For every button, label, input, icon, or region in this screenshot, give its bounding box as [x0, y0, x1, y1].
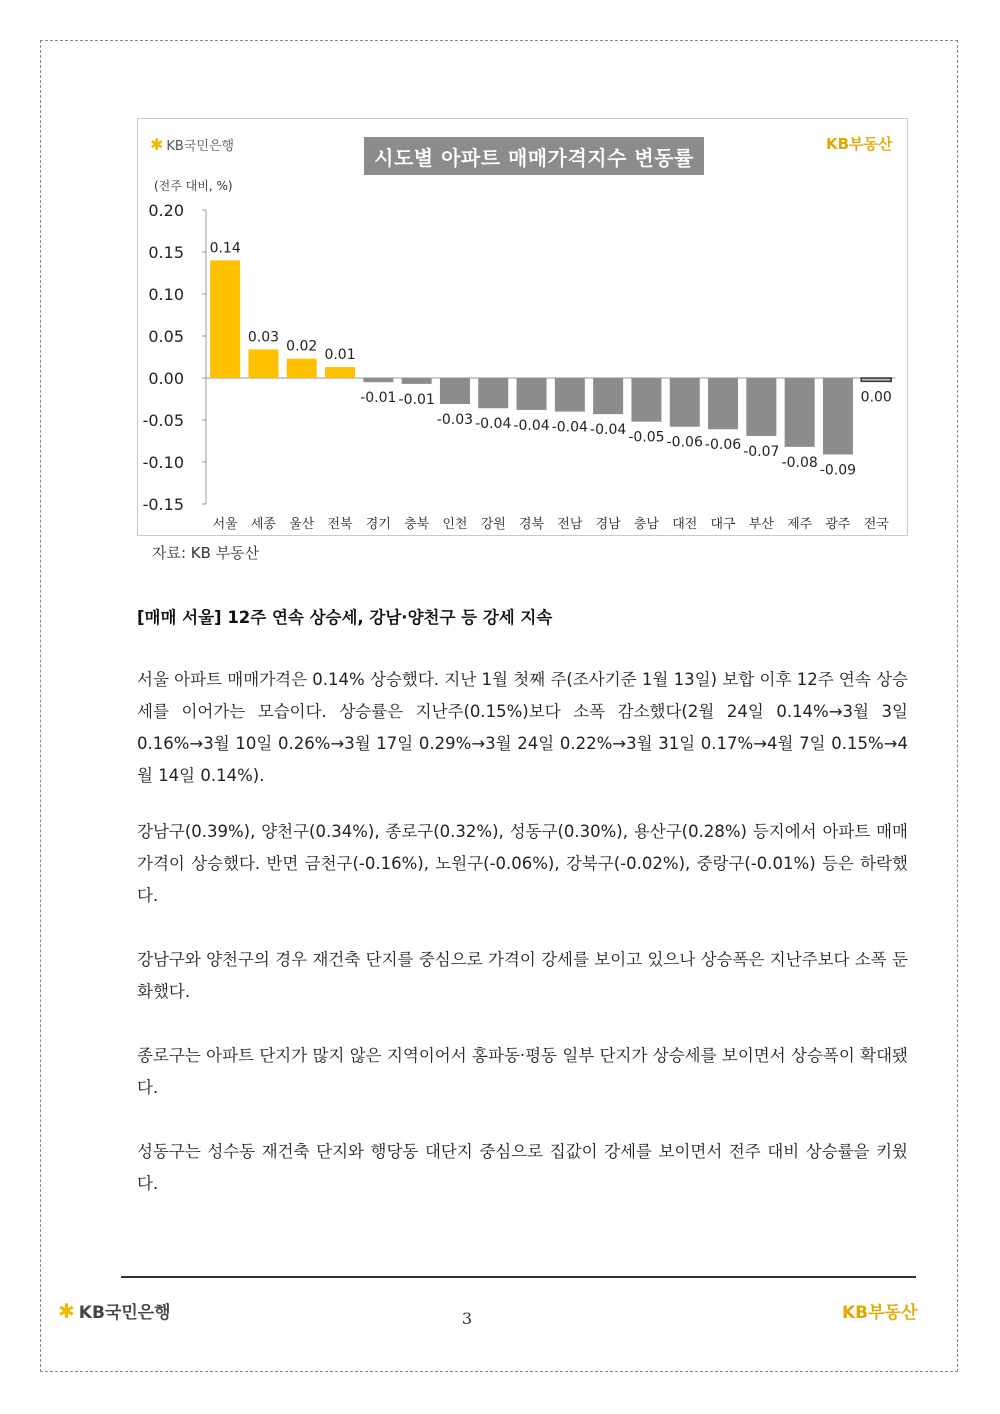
bar — [593, 378, 623, 414]
paragraph-5: 성동구는 성수동 재건축 단지와 행당동 대단지 중심으로 집값이 강세를 보이면서 전주 대비 상승률을 키웠다. — [137, 1142, 908, 1193]
chart-land-logo-text: KB부동산 — [826, 135, 893, 153]
page-number: 3 — [461, 1309, 473, 1328]
data-label: 0.03 — [247, 329, 280, 346]
bar-chart — [138, 119, 909, 537]
data-label: 0.14 — [209, 240, 241, 257]
footer-divider — [121, 1276, 916, 1278]
bar — [785, 378, 815, 447]
x-tick-label: 대구 — [710, 517, 736, 532]
data-label: -0.04 — [513, 417, 550, 434]
y-tick-label: 0.15 — [148, 243, 184, 262]
x-tick-label: 대전 — [672, 517, 698, 532]
x-tick-label: 광주 — [825, 517, 851, 532]
bar — [325, 367, 355, 378]
bar — [287, 359, 317, 378]
data-label: 0.01 — [324, 347, 356, 364]
x-tick-label: 강원 — [480, 517, 506, 532]
bar — [861, 378, 891, 381]
paragraph-1: 서울 아파트 매매가격은 0.14% 상승했다. 지난 1월 첫째 주(조사기준 1월 13일) 보합 이후 12주 연속 상승세를 이어가는 모습이다. 상승률은 지난주(0.15%)보다 소폭 감소했다(2월 24일 0.14%→3월 3일 0.16%→3월 10일 0.26%→3월 17일 0.29%→3월 24일 0.22%→3월 31일 0.17%→4월 7일 0.15%→4월 14일 0.14%). — [137, 670, 908, 785]
y-tick-label: 0.00 — [148, 369, 184, 388]
chart-title: 시도별 아파트 매매가격지수 변동률 — [364, 137, 704, 175]
y-tick-label: -0.05 — [142, 411, 184, 430]
data-label: 0.02 — [286, 338, 318, 355]
x-tick-label: 경기 — [365, 517, 391, 532]
data-label: -0.07 — [743, 443, 780, 460]
x-tick-label: 전남 — [557, 517, 583, 532]
data-label: -0.01 — [398, 391, 435, 408]
x-tick-label: 충남 — [633, 517, 660, 532]
chart-container — [137, 118, 908, 536]
x-tick-label: 부산 — [748, 517, 774, 532]
y-tick-label: -0.10 — [142, 453, 184, 472]
bar — [402, 378, 432, 384]
paragraph-2: 강남구(0.39%), 양천구(0.34%), 종로구(0.32%), 성동구(0.30%), 용산구(0.28%) 등지에서 아파트 매매가격이 상승했다. 반면 금천구(-0.16%), 노원구(-0.06%), 강북구(-0.02%), 중랑구(-0.01%) 등은 하락했다. — [137, 822, 908, 905]
data-label: -0.05 — [628, 429, 665, 446]
x-tick-label: 서울 — [212, 517, 238, 532]
bar — [670, 378, 700, 427]
kb-star-icon: ✱ — [58, 1298, 75, 1323]
footer-bank-logo-text: KB국민은행 — [78, 1303, 171, 1323]
data-label: -0.01 — [360, 390, 397, 407]
data-label: -0.04 — [475, 416, 512, 433]
bar — [248, 349, 278, 378]
paragraph-3: 강남구와 양천구의 경우 재건축 단지를 중심으로 가격이 강세를 보이고 있으나 상승폭은 지난주보다 소폭 둔화했다. — [137, 950, 908, 1001]
bar — [823, 378, 853, 454]
data-label: -0.03 — [436, 412, 474, 429]
data-label: -0.04 — [551, 419, 588, 436]
footer-bank-logo — [58, 1298, 171, 1323]
footer-land-logo — [842, 1298, 917, 1323]
data-label: -0.06 — [666, 434, 703, 451]
data-label: -0.08 — [781, 454, 818, 471]
bar — [555, 378, 585, 412]
kb-star-icon: ✱ — [150, 135, 164, 154]
x-tick-label: 충북 — [404, 517, 430, 532]
x-tick-label: 제주 — [787, 517, 813, 532]
section-title: [매매 서울] 12주 연속 상승세, 강남·양천구 등 강세 지속 — [137, 608, 553, 627]
chart-unit-label: (전주 대비, %) — [154, 179, 233, 193]
paragraph-4: 종로구는 아파트 단지가 많지 않은 지역이어서 홍파동·평동 일부 단지가 상승세를 보이면서 상승폭이 확대됐다. — [137, 1046, 908, 1097]
y-tick-label: 0.05 — [148, 327, 184, 346]
bar — [210, 260, 240, 378]
x-tick-label: 경북 — [518, 517, 545, 532]
y-tick-label: 0.10 — [148, 285, 184, 304]
x-tick-label: 세종 — [250, 517, 277, 532]
y-tick-label: 0.20 — [148, 201, 184, 220]
bar — [478, 378, 508, 408]
data-label: -0.04 — [590, 422, 627, 439]
y-tick-label: -0.15 — [142, 495, 184, 514]
x-tick-label: 전국 — [863, 517, 889, 532]
bar — [708, 378, 738, 429]
data-label: -0.09 — [819, 462, 857, 479]
x-tick-label: 전북 — [327, 517, 353, 532]
bar — [631, 378, 661, 422]
x-tick-label: 울산 — [289, 517, 315, 532]
source-note: 자료: KB 부동산 — [152, 544, 260, 562]
chart-bank-logo-text: KB국민은행 — [166, 139, 235, 154]
bar — [440, 378, 470, 404]
x-tick-label: 경남 — [595, 517, 621, 532]
data-label: -0.06 — [704, 437, 742, 454]
x-tick-label: 인천 — [442, 517, 468, 532]
data-label: 0.00 — [860, 389, 892, 406]
footer-land-logo-text: KB부동산 — [842, 1303, 918, 1323]
bar — [517, 378, 547, 410]
bar — [363, 378, 393, 382]
bar — [746, 378, 776, 436]
